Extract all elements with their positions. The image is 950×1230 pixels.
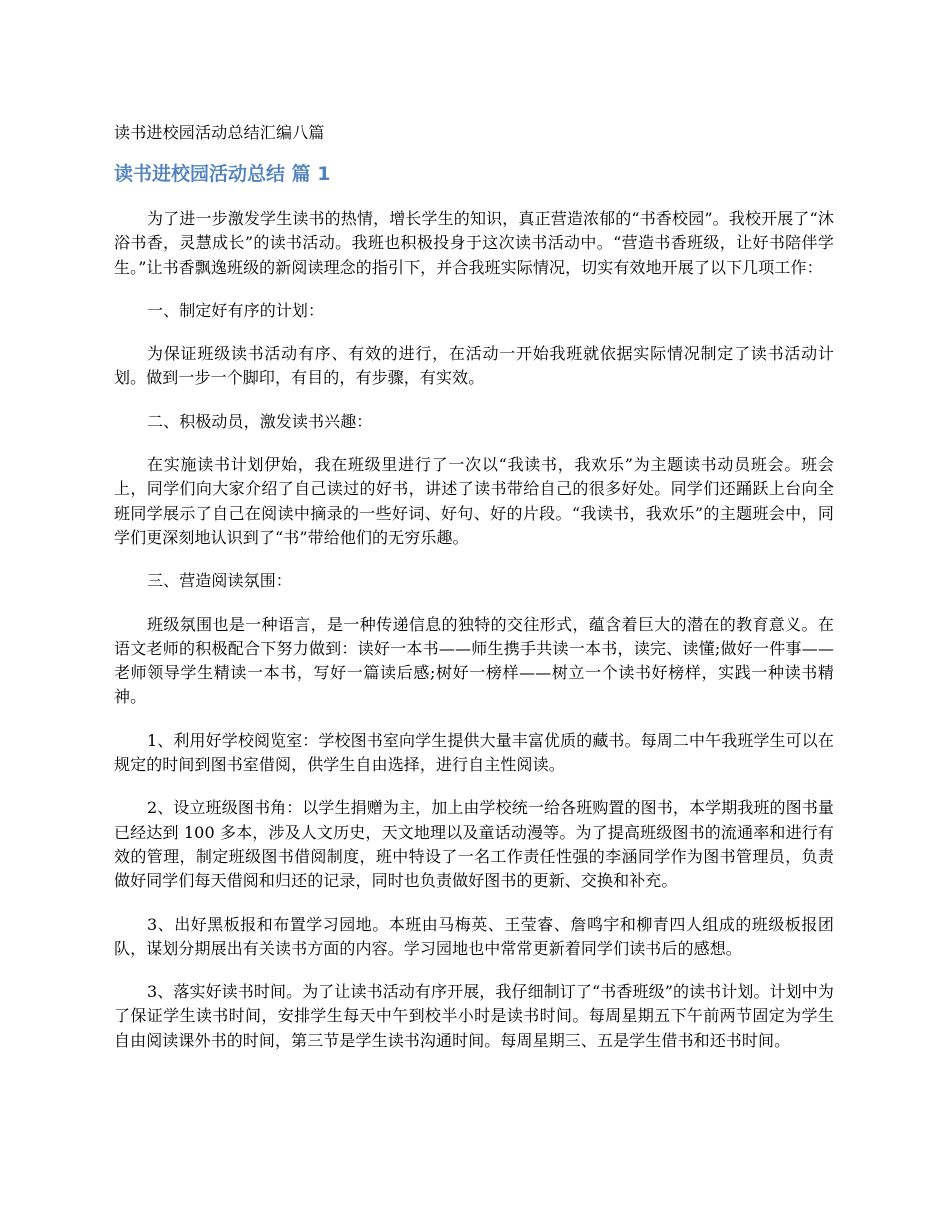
subheading-mobilize: 二、积极动员，激发读书兴趣： [147,411,373,431]
section-heading: 读书进校园活动总结 篇 1 [114,163,331,185]
paragraph-book-corner: 2、设立班级图书角：以学生捐赠为主，加上由学校统一给各班购置的图书，本学期我班的图书量已经达到 100 多本，涉及人文历史，天文地理以及童话动漫等。为了提高班级图书的流通率和进行有效的管理，制定班级图书借阅制度，班中特设了一名工作责任性强的李涵同学作为图书管理员，负责做好同学们每天借阅和归还的记录，同时也负责做好图书的更新、交换和补充。 [114,798,834,891]
document-title: 读书进校园活动总结汇编八篇 [114,123,325,142]
paragraph-plan: 为保证班级读书活动有序、有效的进行，在活动一开始我班就依据实际情况制定了读书活动计划。做到一步一个脚印，有目的，有步骤，有实效。 [114,344,834,388]
paragraph-mobilize: 在实施读书计划伊始，我在班级里进行了一次以“我读书，我欢乐”为主题读书动员班会。班会上，同学们向大家介绍了自己读过的好书，讲述了读书带给自己的很多好处。同学们还踊跃上台向全班同学展示了自己在阅读中摘录的一些好词、好句、好的片段。“我读书，我欢乐”的主题班会中，同学们更深刻地认识到了“书”带给他们的无穷乐趣。 [114,455,834,547]
subheading-plan: 一、制定好有序的计划： [147,300,325,320]
paragraph-reading-room: 1、利用好学校阅览室：学校图书室向学生提供大量丰富优质的藏书。每周二中午我班学生可以在规定的时间到图书室借阅，供学生自由选择，进行自主性阅读。 [114,730,834,775]
paragraph-atmosphere: 班级氛围也是一种语言，是一种传递信息的独特的交往形式，蕴含着巨大的潜在的教育意义。在语文老师的积极配合下努力做到：读好一本书——师生携手共读一本书，读完、读懂;做好一件事——老师领导学生精读一本书，写好一篇读后感;树好一榜样——树立一个读书好榜样，实践一种读书精神。 [114,614,834,707]
document-body [114,120,834,1072]
paragraph-blackboard: 3、出好黑板报和布置学习园地。本班由马梅英、王莹睿、詹鸣宇和柳青四人组成的班级板报团队，谋划分期展出有关读书方面的内容。学习园地也中常常更新着同学们读书后的感想。 [114,914,834,958]
intro-paragraph: 为了进一步激发学生读书的热情，增长学生的知识，真正营造浓郁的“书香校园”。我校开展了“沐浴书香，灵慧成长”的读书活动。我班也积极投身于这次读书活动中。“营造书香班级，让好书陪伴学生。”让书香飘逸班级的新阅读理念的指引下，并合我班实际情况，切实有效地开展了以下几项工作： [114,209,834,277]
paragraph-reading-time: 3、落实好读书时间。为了让读书活动有序开展，我仔细制订了“书香班级”的读书计划。计划中为了保证学生读书时间，安排学生每天中午到校半小时是读书时间。每周星期五下午前两节固定为学生自由阅读课外书的时间，第三节是学生读书沟通时间。每周星期三、五是学生借书和还书时间。 [114,982,834,1050]
subheading-atmosphere: 三、营造阅读氛围： [147,571,292,591]
